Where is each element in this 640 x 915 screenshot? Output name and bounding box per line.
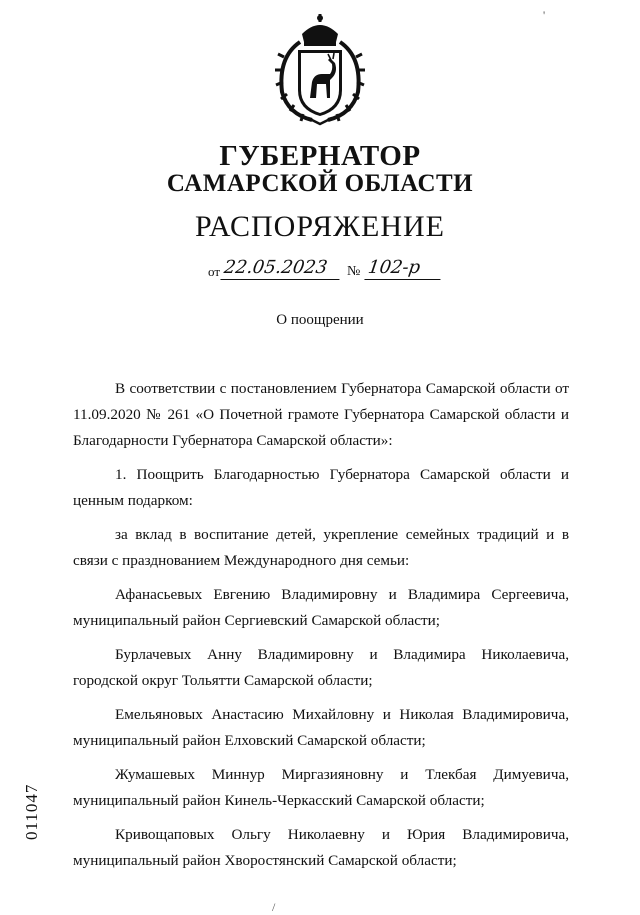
paragraph: Бурлачевых Анну Владимировну и Владимира Николаевича, городской округ Тольятти Самарской области; [73,646,569,689]
document-number: 102-р [365,257,444,280]
paragraph: Афанасьевых Евгению Владимировну и Владимира Сергеевича, муниципальный район Сергиевский Самарской области; [73,586,569,629]
paragraph: 1. Поощрить Благодарностью Губернатора Самарской области и ценным подарком: [73,466,569,509]
paragraph: В соответствии с постановлением Губернатора Самарской области от 11.09.2020 № 261 «О Почетной грамоте Губернатора Самарской области и Благодарности Губернатора Самарской области»: [73,380,569,449]
paragraph: за вклад в воспитание детей, укрепление семейных традиций и в связи с празднованием Международного дня семьи: [73,526,569,569]
document-date: 22.05.2023 [220,257,342,280]
date-number-line [208,252,442,280]
paragraph: Жумашевых Миннур Миргазияновну и Тлекбая Димуевича, муниципальный район Кинель-Черкасский Самарской области; [73,766,569,809]
document-subject: О поощрении [276,312,364,328]
header-title-governor: ГУБЕРНАТОР [219,140,421,172]
side-serial-number: 011047 [22,783,41,840]
number-sign: № [347,264,361,279]
header-title-region: САМАРСКОЙ ОБЛАСТИ [166,170,474,197]
scan-mark: ' [543,8,546,22]
paragraph: Емельяновых Анастасию Михайловну и Николая Владимировича, муниципальный район Елховский Самарской области; [73,706,569,749]
samara-coat-of-arms-icon [270,12,370,127]
document-type: РАСПОРЯЖЕНИЕ [194,210,446,243]
paragraph: Кривощаповых Ольгу Николаевну и Юрия Владимировича, муниципальный район Хворостянский Самарской области; [73,826,569,869]
from-label: от [208,264,221,279]
scan-mark: / [272,900,276,914]
document-body [73,376,569,874]
